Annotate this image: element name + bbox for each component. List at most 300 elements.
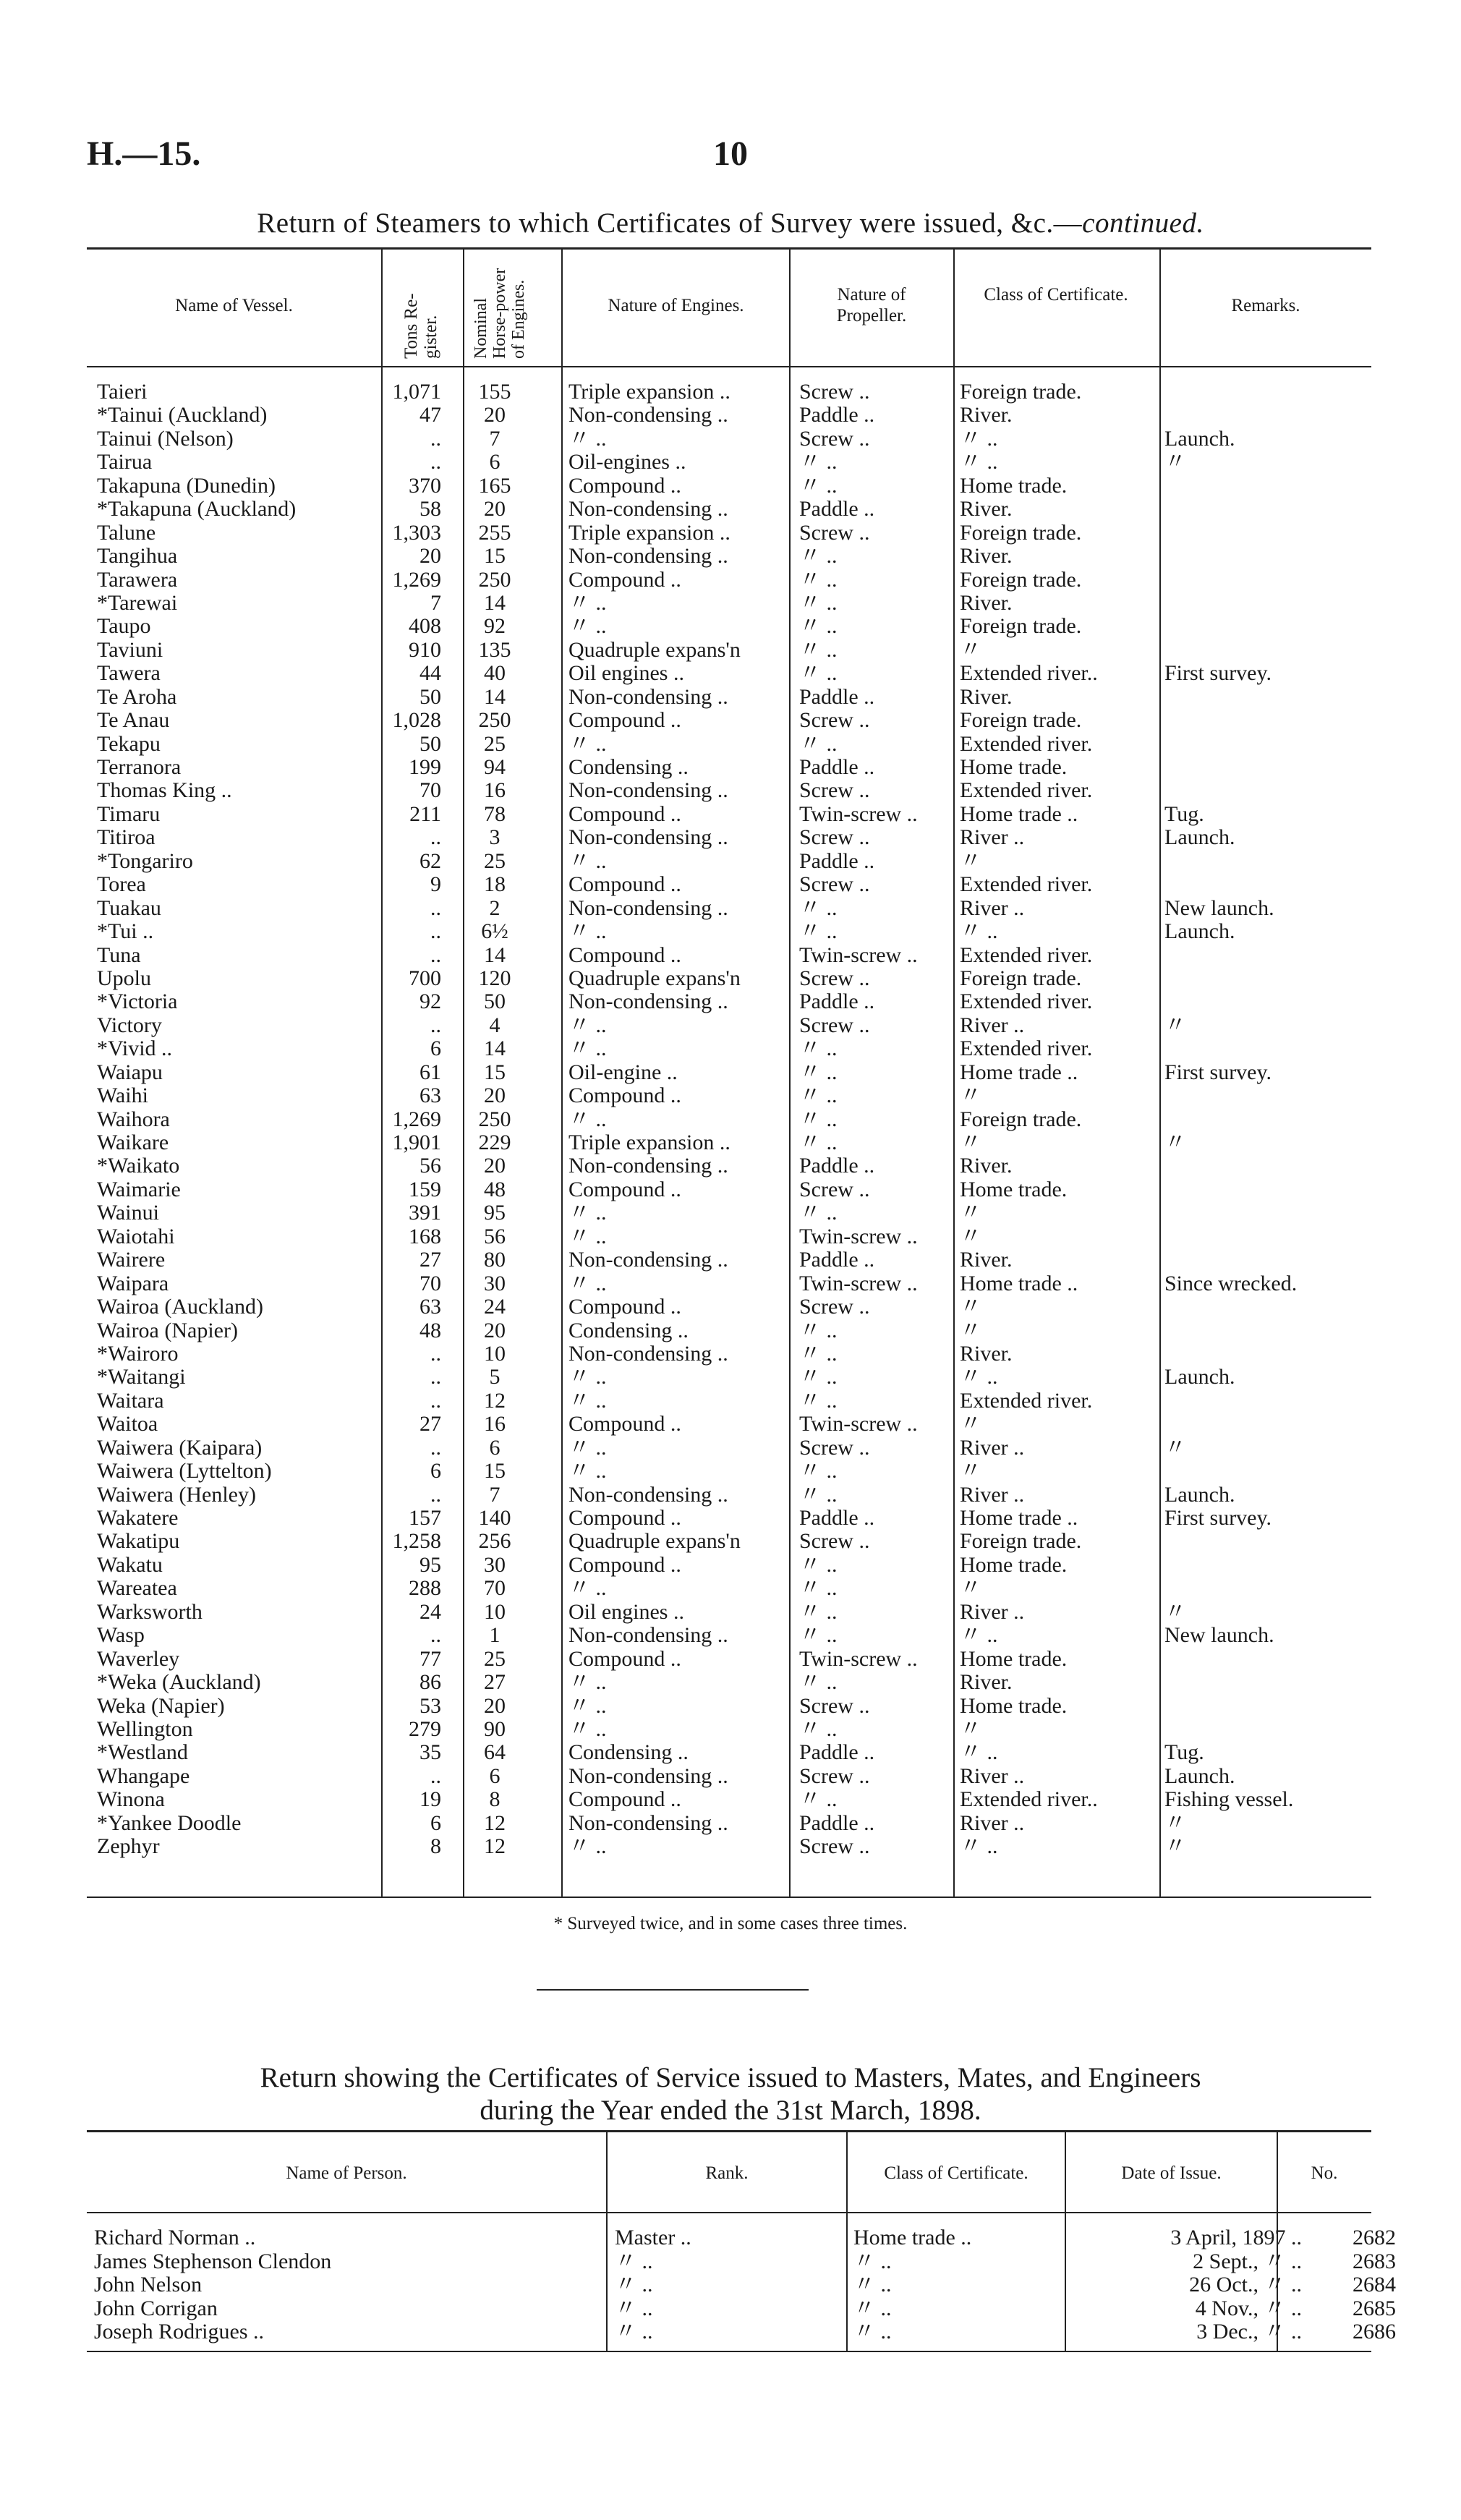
vessel-name: Waimarie: [97, 1177, 181, 1201]
vessel-name: Warksworth: [97, 1599, 203, 1624]
vessel-name: Tangihua: [97, 544, 178, 569]
tons-register: 47: [419, 403, 441, 427]
engine-nature: Non-condensing ..: [568, 1482, 728, 1507]
horse-power: 3: [489, 825, 501, 850]
remarks: New launch.: [1164, 895, 1274, 920]
certificate-class: 〃 ..: [960, 1365, 998, 1389]
vessel-name: Wakatipu: [97, 1529, 180, 1554]
engine-nature: Non-condensing ..: [568, 1623, 728, 1648]
tons-register: 70: [419, 778, 441, 803]
engine-nature: 〃 ..: [568, 919, 607, 944]
propeller-nature: 〃 ..: [799, 895, 838, 920]
tons-register: 27: [419, 1248, 441, 1272]
engine-nature: Non-condensing ..: [568, 1248, 728, 1272]
tons-register: 157: [409, 1506, 441, 1530]
tons-register: ..: [430, 1341, 441, 1366]
section-separator: [537, 1989, 809, 1991]
engine-nature: Non-condensing ..: [568, 403, 728, 427]
remarks: Launch.: [1164, 825, 1235, 850]
certificate-class: 〃 ..: [853, 2320, 892, 2344]
table-row: [94, 498, 1345, 521]
table-row: [94, 2273, 1396, 2297]
vessel-name: Waikare: [97, 1131, 169, 1154]
tons-register: 370: [409, 473, 441, 498]
tons-register: 9: [430, 872, 441, 897]
engine-nature: Compound ..: [568, 942, 681, 967]
certificate-class: 〃 ..: [853, 2296, 892, 2320]
propeller-nature: 〃 ..: [799, 1060, 838, 1084]
vessel-name: Victory: [97, 1013, 162, 1037]
certificate-class: Home trade ..: [960, 1060, 1078, 1084]
propeller-nature: Paddle ..: [799, 755, 875, 779]
propeller-nature: Screw ..: [799, 426, 870, 451]
propeller-nature: 〃 ..: [799, 473, 838, 498]
table-row: [94, 779, 1345, 802]
table-row: [94, 1530, 1345, 1553]
engine-nature: Non-condensing ..: [568, 1763, 728, 1788]
tons-register: 62: [419, 848, 441, 873]
rank: 〃 ..: [615, 2249, 653, 2273]
propeller-nature: Screw ..: [799, 708, 870, 733]
horse-power: 92: [484, 614, 506, 639]
tons-register: 24: [419, 1599, 441, 1624]
horse-power: 25: [484, 848, 506, 873]
certificate-class: Home trade ..: [853, 2226, 972, 2249]
tons-register: 44: [419, 661, 441, 686]
propeller-nature: Twin-screw ..: [799, 1224, 918, 1248]
engine-nature: Non-condensing ..: [568, 989, 728, 1014]
table-row: [94, 1436, 1345, 1460]
horse-power: 120: [478, 966, 511, 990]
vessel-name: *Westland: [97, 1740, 188, 1765]
header-engines: Nature of Engines.: [608, 296, 744, 315]
tons-register: ..: [430, 1763, 441, 1788]
certificate-class: Foreign trade.: [960, 966, 1082, 990]
table2-header-rule: [87, 2212, 1371, 2213]
table-row: [94, 1108, 1345, 1131]
table2-title-line1: Return showing the Certificates of Service issued to Masters, Mates, and Engineers: [260, 2062, 1201, 2093]
remarks: Launch.: [1164, 1763, 1235, 1788]
tons-register: 63: [419, 1295, 441, 1319]
table1-header-rule: [87, 366, 1371, 367]
certificate-number: 2684: [1353, 2273, 1396, 2297]
vessel-name: Tekapu: [97, 731, 161, 756]
table1-top-rule: [87, 247, 1371, 250]
certificate-class: River ..: [960, 1810, 1025, 1835]
horse-power: 40: [484, 661, 506, 686]
engine-nature: Condensing ..: [568, 1318, 689, 1342]
vessel-name: *Waitangi: [97, 1365, 186, 1389]
certificate-number: 2682: [1353, 2226, 1396, 2249]
horse-power: 27: [484, 1670, 506, 1695]
table2-title-line2: during the Year ended the 31st March, 1898.: [480, 2095, 981, 2126]
tons-register: 910: [409, 637, 441, 662]
horse-power: 10: [484, 1341, 506, 1366]
horse-power: 2: [489, 895, 501, 920]
horse-power: 1: [489, 1623, 501, 1648]
tons-register: ..: [430, 825, 441, 850]
horse-power: 15: [484, 1459, 506, 1484]
propeller-nature: 〃 ..: [799, 1201, 838, 1225]
person-name: James Stephenson Clendon: [94, 2249, 332, 2273]
table-row: [94, 1460, 1345, 1483]
certificate-class: Foreign trade.: [960, 1529, 1082, 1554]
horse-power: 16: [484, 1412, 506, 1436]
horse-power: 12: [484, 1834, 506, 1859]
horse-power: 10: [484, 1599, 506, 1624]
engine-nature: Compound ..: [568, 1295, 681, 1319]
rank: 〃 ..: [615, 2273, 653, 2297]
table-row: [94, 826, 1345, 849]
certificate-class: River.: [960, 544, 1013, 569]
table-row: [94, 2249, 1396, 2274]
table2-top-rule: [87, 2130, 1371, 2132]
table-row: [94, 1131, 1345, 1154]
horse-power: 6: [489, 1435, 501, 1460]
certificate-class: River ..: [960, 895, 1025, 920]
person-name: John Nelson: [94, 2273, 203, 2297]
remarks: Launch.: [1164, 1365, 1235, 1389]
horse-power: 30: [484, 1552, 506, 1577]
propeller-nature: 〃 ..: [799, 1107, 838, 1131]
vessel-name: *Tui ..: [97, 919, 154, 944]
tons-register: 8: [430, 1834, 441, 1859]
certificate-class: River ..: [960, 1013, 1025, 1037]
table1-title-continued: continued.: [1082, 208, 1204, 239]
table-row: [94, 1765, 1345, 1788]
vessel-name: Weka (Napier): [97, 1693, 225, 1718]
engine-nature: Oil engines ..: [568, 661, 684, 686]
certificate-class: Extended river.: [960, 1036, 1093, 1061]
propeller-nature: 〃 ..: [799, 567, 838, 592]
horse-power: 64: [484, 1740, 506, 1765]
header-number: No.: [1311, 2163, 1338, 2183]
page-number: 10: [713, 135, 748, 173]
table-row: [94, 897, 1345, 920]
engine-nature: 〃 ..: [568, 1670, 607, 1695]
certificate-class: Home trade.: [960, 1646, 1068, 1671]
table-row: [94, 1695, 1345, 1718]
table1-footnote: * Surveyed twice, and in some cases three times.: [553, 1914, 908, 1933]
table-row: [94, 1601, 1345, 1624]
engine-nature: 〃 ..: [568, 1365, 607, 1389]
table-row: [94, 474, 1345, 498]
certificate-class: River ..: [960, 1435, 1025, 1460]
vessel-name: Zephyr: [97, 1834, 160, 1859]
table1-body: [94, 380, 1345, 1859]
document-reference: H.—15.: [87, 135, 201, 173]
vessel-name: Tarawera: [97, 567, 178, 592]
table-row: [94, 1272, 1345, 1295]
engine-nature: 〃 ..: [568, 1271, 607, 1295]
horse-power: 30: [484, 1271, 506, 1295]
certificate-class: 〃: [960, 1459, 981, 1484]
table-row: [94, 756, 1345, 779]
propeller-nature: Screw ..: [799, 825, 870, 850]
tons-register: ..: [430, 426, 441, 451]
propeller-nature: Screw ..: [799, 1013, 870, 1037]
vessel-name: *Tarewai: [97, 590, 178, 615]
certificate-class: Extended river.: [960, 989, 1093, 1014]
engine-nature: 〃 ..: [568, 848, 607, 873]
propeller-nature: 〃 ..: [799, 1670, 838, 1695]
horse-power: 80: [484, 1248, 506, 1272]
vessel-name: *Waikato: [97, 1154, 180, 1178]
tons-register: ..: [430, 1013, 441, 1037]
vessel-name: Wairere: [97, 1248, 166, 1272]
tons-register: 50: [419, 684, 441, 709]
certificate-class: River.: [960, 403, 1013, 427]
certificate-class: Extended river.: [960, 778, 1093, 803]
tons-register: 19: [419, 1787, 441, 1812]
remarks: First survey.: [1164, 1060, 1272, 1084]
table-row: [94, 1225, 1345, 1248]
engine-nature: Condensing ..: [568, 755, 689, 779]
horse-power: 20: [484, 497, 506, 522]
certificate-class: 〃 ..: [853, 2249, 892, 2273]
horse-power: 78: [484, 801, 506, 826]
engine-nature: Compound ..: [568, 801, 681, 826]
engine-nature: Non-condensing ..: [568, 1810, 728, 1835]
certificate-class: Foreign trade.: [960, 380, 1082, 404]
person-name: Joseph Rodrigues ..: [94, 2320, 264, 2344]
header-certificate-class: Class of Certificate.: [984, 285, 1128, 305]
propeller-nature: Twin-screw ..: [799, 1646, 918, 1671]
remarks: Since wrecked.: [1164, 1271, 1298, 1295]
table-row: [94, 1788, 1345, 1811]
propeller-nature: Paddle ..: [799, 497, 875, 522]
propeller-nature: 〃 ..: [799, 590, 838, 615]
table-row: [94, 1484, 1345, 1507]
certificate-class: River.: [960, 1670, 1013, 1695]
tons-register: 27: [419, 1412, 441, 1436]
propeller-nature: 〃 ..: [799, 1084, 838, 1108]
tons-register: 70: [419, 1271, 441, 1295]
table-row: [94, 592, 1345, 615]
engine-nature: Non-condensing ..: [568, 497, 728, 522]
engine-nature: Compound ..: [568, 1412, 681, 1436]
engine-nature: Non-condensing ..: [568, 1154, 728, 1178]
horse-power: 250: [478, 708, 511, 733]
vessel-name: Wareatea: [97, 1576, 177, 1601]
table-row: [94, 1248, 1345, 1272]
vessel-name: Torea: [97, 872, 146, 897]
table-row: [94, 2296, 1396, 2321]
vessel-name: Waitoa: [97, 1412, 158, 1436]
table-row: [94, 404, 1345, 427]
horse-power: 6½: [481, 919, 508, 944]
table-row: [94, 1671, 1345, 1694]
table-row: [94, 873, 1345, 896]
vessel-name: *Yankee Doodle: [97, 1810, 242, 1835]
horse-power: 20: [484, 1693, 506, 1718]
certificate-class: River.: [960, 497, 1013, 522]
engine-nature: 〃 ..: [568, 1834, 607, 1859]
certificate-class: Extended river.: [960, 872, 1093, 897]
horse-power: 229: [478, 1131, 511, 1154]
engine-nature: 〃 ..: [568, 1435, 607, 1460]
remarks: 〃: [1164, 450, 1186, 474]
horse-power: 14: [484, 684, 506, 709]
horse-power: 48: [484, 1177, 506, 1201]
date-of-issue: 26 Oct., 〃 ..: [1189, 2273, 1302, 2297]
vessel-name: Thomas King ..: [97, 778, 232, 803]
header-horse-power: Nominal Horse-power of Engines.: [472, 268, 528, 359]
propeller-nature: Screw ..: [799, 1177, 870, 1201]
remarks: 〃: [1164, 1834, 1186, 1859]
propeller-nature: 〃 ..: [799, 1318, 838, 1342]
certificate-class: Home trade.: [960, 473, 1068, 498]
vessel-name: Takapuna (Dunedin): [97, 473, 276, 498]
engine-nature: Compound ..: [568, 1787, 681, 1812]
horse-power: 20: [484, 1318, 506, 1342]
propeller-nature: 〃 ..: [799, 1131, 838, 1154]
engine-nature: Oil engines ..: [568, 1599, 684, 1624]
horse-power: 135: [478, 637, 511, 662]
tons-register: 92: [419, 989, 441, 1014]
vessel-name: *Victoria: [97, 989, 178, 1014]
engine-nature: 〃 ..: [568, 1107, 607, 1131]
horse-power: 140: [478, 1506, 511, 1530]
horse-power: 70: [484, 1576, 506, 1601]
table-row: [94, 990, 1345, 1013]
propeller-nature: Paddle ..: [799, 403, 875, 427]
vessel-name: Te Anau: [97, 708, 170, 733]
table-row: [94, 803, 1345, 826]
tons-register: 58: [419, 497, 441, 522]
certificate-class: 〃: [960, 1318, 981, 1342]
engine-nature: 〃 ..: [568, 1716, 607, 1741]
propeller-nature: 〃 ..: [799, 1341, 838, 1366]
propeller-nature: Paddle ..: [799, 1810, 875, 1835]
propeller-nature: Paddle ..: [799, 1248, 875, 1272]
certificate-class: Home trade.: [960, 1693, 1068, 1718]
table-row: [94, 1577, 1345, 1600]
certificate-class: Foreign trade.: [960, 708, 1082, 733]
propeller-nature: 〃 ..: [799, 1599, 838, 1624]
table-row: [94, 709, 1345, 732]
engine-nature: Compound ..: [568, 1084, 681, 1108]
tons-register: 391: [409, 1201, 441, 1225]
date-of-issue: 3 Dec., 〃 ..: [1196, 2320, 1302, 2344]
propeller-nature: Screw ..: [799, 778, 870, 803]
horse-power: 24: [484, 1295, 506, 1319]
propeller-nature: Twin-screw ..: [799, 1271, 918, 1295]
tons-register: ..: [430, 1623, 441, 1648]
certificate-class: 〃 ..: [853, 2273, 892, 2297]
engine-nature: 〃 ..: [568, 426, 607, 451]
certificate-class: River.: [960, 1154, 1013, 1178]
horse-power: 8: [489, 1787, 501, 1812]
horse-power: 14: [484, 590, 506, 615]
table-row: [94, 686, 1345, 709]
rank: Master ..: [615, 2226, 691, 2249]
date-of-issue: 3 April, 1897 ..: [1170, 2226, 1302, 2249]
table-row: [94, 1718, 1345, 1741]
vessel-name: Wainui: [97, 1201, 159, 1225]
certificate-class: Foreign trade.: [960, 1107, 1082, 1131]
table-row: [94, 1366, 1345, 1389]
vessel-name: Wairoa (Auckland): [97, 1295, 263, 1319]
horse-power: 16: [484, 778, 506, 803]
certificate-class: Extended river.: [960, 1388, 1093, 1413]
remarks: Launch.: [1164, 1482, 1235, 1507]
certificate-class: Home trade ..: [960, 1506, 1078, 1530]
certificate-class: 〃: [960, 1576, 981, 1601]
remarks: Tug.: [1164, 801, 1204, 826]
tons-register: ..: [430, 1435, 441, 1460]
certificate-class: River ..: [960, 825, 1025, 850]
tons-register: 53: [419, 1693, 441, 1718]
person-name: John Corrigan: [94, 2296, 218, 2320]
vessel-name: Tawera: [97, 661, 161, 686]
header-propeller: Nature of Propeller.: [836, 285, 907, 325]
horse-power: 12: [484, 1810, 506, 1835]
engine-nature: Triple expansion ..: [568, 520, 730, 545]
tons-register: 95: [419, 1552, 441, 1577]
tons-register: ..: [430, 1365, 441, 1389]
vessel-name: Waihora: [97, 1107, 170, 1131]
horse-power: 50: [484, 989, 506, 1014]
certificate-class: 〃: [960, 1084, 981, 1108]
vessel-name: Taieri: [97, 380, 148, 404]
engine-nature: Non-condensing ..: [568, 544, 728, 569]
table-row: [94, 1413, 1345, 1436]
table-row: [94, 1319, 1345, 1342]
vessel-name: Tuna: [97, 942, 141, 967]
vessel-name: Waipara: [97, 1271, 169, 1295]
tons-register: 1,269: [392, 1107, 441, 1131]
propeller-nature: 〃 ..: [799, 1576, 838, 1601]
table-row: [94, 1741, 1345, 1764]
propeller-nature: 〃 ..: [799, 544, 838, 569]
tons-register: ..: [430, 450, 441, 474]
horse-power: 94: [484, 755, 506, 779]
horse-power: 20: [484, 1154, 506, 1178]
certificate-number: 2685: [1353, 2296, 1396, 2320]
vessel-name: Wellington: [97, 1716, 193, 1741]
certificate-class: Foreign trade.: [960, 614, 1082, 639]
certificate-class: 〃: [960, 848, 981, 873]
propeller-nature: Screw ..: [799, 520, 870, 545]
table-row: [94, 380, 1345, 404]
tons-register: ..: [430, 942, 441, 967]
header-person-name: Name of Person.: [286, 2163, 407, 2183]
table-row: [94, 1648, 1345, 1671]
table-row: [94, 2226, 1396, 2250]
propeller-nature: Screw ..: [799, 380, 870, 404]
table1-bottom-rule: [87, 1897, 1371, 1898]
horse-power: 20: [484, 1084, 506, 1108]
tons-register: ..: [430, 1482, 441, 1507]
table1-title-main: Return of Steamers to which Certificates of Survey were issued, &c.—: [257, 208, 1083, 239]
tons-register: 1,258: [392, 1529, 441, 1554]
vessel-name: *Weka (Auckland): [97, 1670, 261, 1695]
vessel-name: Tainui (Nelson): [97, 426, 234, 451]
certificate-class: Home trade ..: [960, 1271, 1078, 1295]
horse-power: 90: [484, 1716, 506, 1741]
certificate-class: Foreign trade.: [960, 520, 1082, 545]
propeller-nature: 〃 ..: [799, 450, 838, 474]
vessel-name: Whangape: [97, 1763, 190, 1788]
engine-nature: Compound ..: [568, 473, 681, 498]
certificate-number: 2686: [1353, 2320, 1396, 2344]
certificate-class: River.: [960, 684, 1013, 709]
certificate-class: Home trade ..: [960, 801, 1078, 826]
horse-power: 12: [484, 1388, 506, 1413]
propeller-nature: Screw ..: [799, 1435, 870, 1460]
horse-power: 5: [489, 1365, 501, 1389]
